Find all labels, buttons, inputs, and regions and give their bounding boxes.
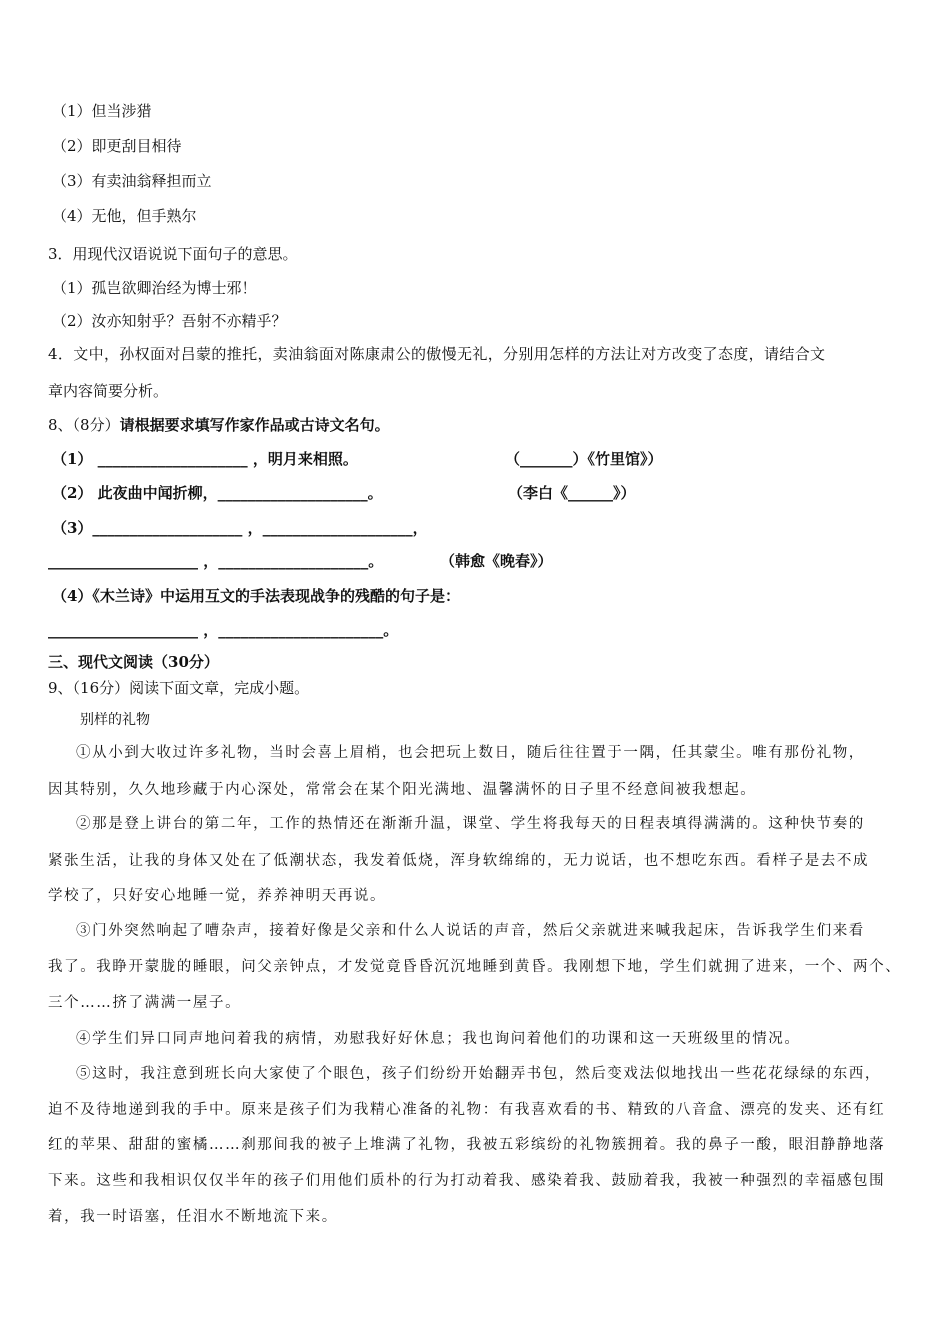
essay-line: 我了。我睁开蒙胧的睡眼，问父亲钟点，才发觉竟昏昏沉沉地睡到黄昏。我刚想下地，学生们就拥了进来，一个、两个、 <box>48 959 902 975</box>
essay-line: 学校了，只好安心地睡一觉，养养神明天再说。 <box>48 888 387 904</box>
q3-sentence-2: （2）汝亦知射乎？吾射不亦精乎？ <box>52 312 287 330</box>
essay-line: 红的苹果、甜甜的蜜橘……刹那间我的被子上堆满了礼物，我被五彩缤纷的礼物簇拥着。我的鼻子一酸，眼泪静静地落 <box>48 1137 886 1153</box>
q4-line-1: 4．文中，孙权面对吕蒙的推托，卖油翁面对陈康肃公的傲慢无礼，分别用怎样的方法让对方改变了态度，请结合文 <box>48 345 826 363</box>
essay-line: ③门外突然响起了嘈杂声，接着好像是父亲和什么人说话的声音，然后父亲就进来喊我起床，告诉我学生们来看 <box>76 923 865 939</box>
q8-heading: 8、（8分）请根据要求填写作家作品或古诗文名句。 <box>48 416 390 434</box>
q7-part-1: （1）但当涉猎 <box>52 102 152 120</box>
essay-line: 着，我一时语塞，任泪水不断地流下来。 <box>48 1209 338 1225</box>
essay-line: ②那是登上讲台的第二年，工作的热情还在渐渐升温，课堂、学生将我每天的日程表填得满满的。这种快节奏的 <box>76 816 865 832</box>
q8-row-2-right: （李白《______》） <box>508 484 636 502</box>
q8-row-3b-left: ____________________ ，____________________。 <box>48 552 384 570</box>
essay-line: 因其特别，久久地珍藏于内心深处，常常会在某个阳光满地、温馨满怀的日子里不经意间被我想起。 <box>48 782 757 798</box>
essay-line: ①从小到大收过许多礼物，当时会喜上眉梢，也会把玩上数日，随后往往置于一隅，任其蒙尘。唯有那份礼物， <box>76 745 865 761</box>
q8-row-4: （4）《木兰诗》中运用互文的手法表现战争的残酷的句子是： <box>52 587 460 605</box>
q7-part-3: （3）有卖油翁释担而立 <box>52 172 212 190</box>
q7-part-4: （4）无他，但手熟尔 <box>52 207 197 225</box>
q7-part-2: （2）即更刮目相待 <box>52 137 182 155</box>
essay-line: ④学生们异口同声地问着我的病情，劝慰我好好休息；我也询问着他们的功课和这一天班级里的情况。 <box>76 1031 801 1047</box>
q8-row-1-right: （_______）《竹里馆》） <box>505 450 663 468</box>
q8-row-3b-right: （韩愈《晚春》） <box>440 552 553 570</box>
essay-title: 别样的礼物 <box>80 712 150 728</box>
essay-line: 下来。这些和我相识仅仅半年的孩子们用他们质朴的行为打动着我、感染着我、鼓励着我，我被一种强烈的幸福感包围 <box>48 1173 886 1189</box>
essay-line: 紧张生活，让我的身体又处在了低潮状态，我发着低烧，浑身软绵绵的，无力说话，也不想吃东西。看样子是去不成 <box>48 853 870 869</box>
q3-heading: 3．用现代汉语说说下面句子的意思。 <box>48 245 298 263</box>
q3-sentence-1: （1）孤岂欲卿治经为博士邪！ <box>52 279 257 297</box>
q8-row-3a: （3）____________________ ，____________________， <box>52 519 428 537</box>
q4-line-2: 章内容简要分析。 <box>48 382 169 400</box>
essay-line: ⑤这时，我注意到班长向大家使了个眼色，孩子们纷纷开始翻弄书包，然后变戏法似地找出一些花花绿绿的东西， <box>76 1066 881 1082</box>
q8-row-2-left: （2） 此夜曲中闻折柳，____________________。 <box>52 484 383 502</box>
section-3-heading: 三、现代文阅读（30分） <box>48 653 219 671</box>
essay-line: 迫不及待地递到我的手中。原来是孩子们为我精心准备的礼物：有我喜欢看的书、精致的八音盒、漂亮的发夹、还有红 <box>48 1102 886 1118</box>
q8-row-1-left: （1） ____________________ ，明月来相照。 <box>52 450 358 468</box>
q8-row-4-blank: ____________________ ，______________________。 <box>48 621 399 639</box>
essay-line: 三个……挤了满满一屋子。 <box>48 995 242 1011</box>
q9-heading: 9、（16分）阅读下面文章，完成小题。 <box>48 679 310 697</box>
